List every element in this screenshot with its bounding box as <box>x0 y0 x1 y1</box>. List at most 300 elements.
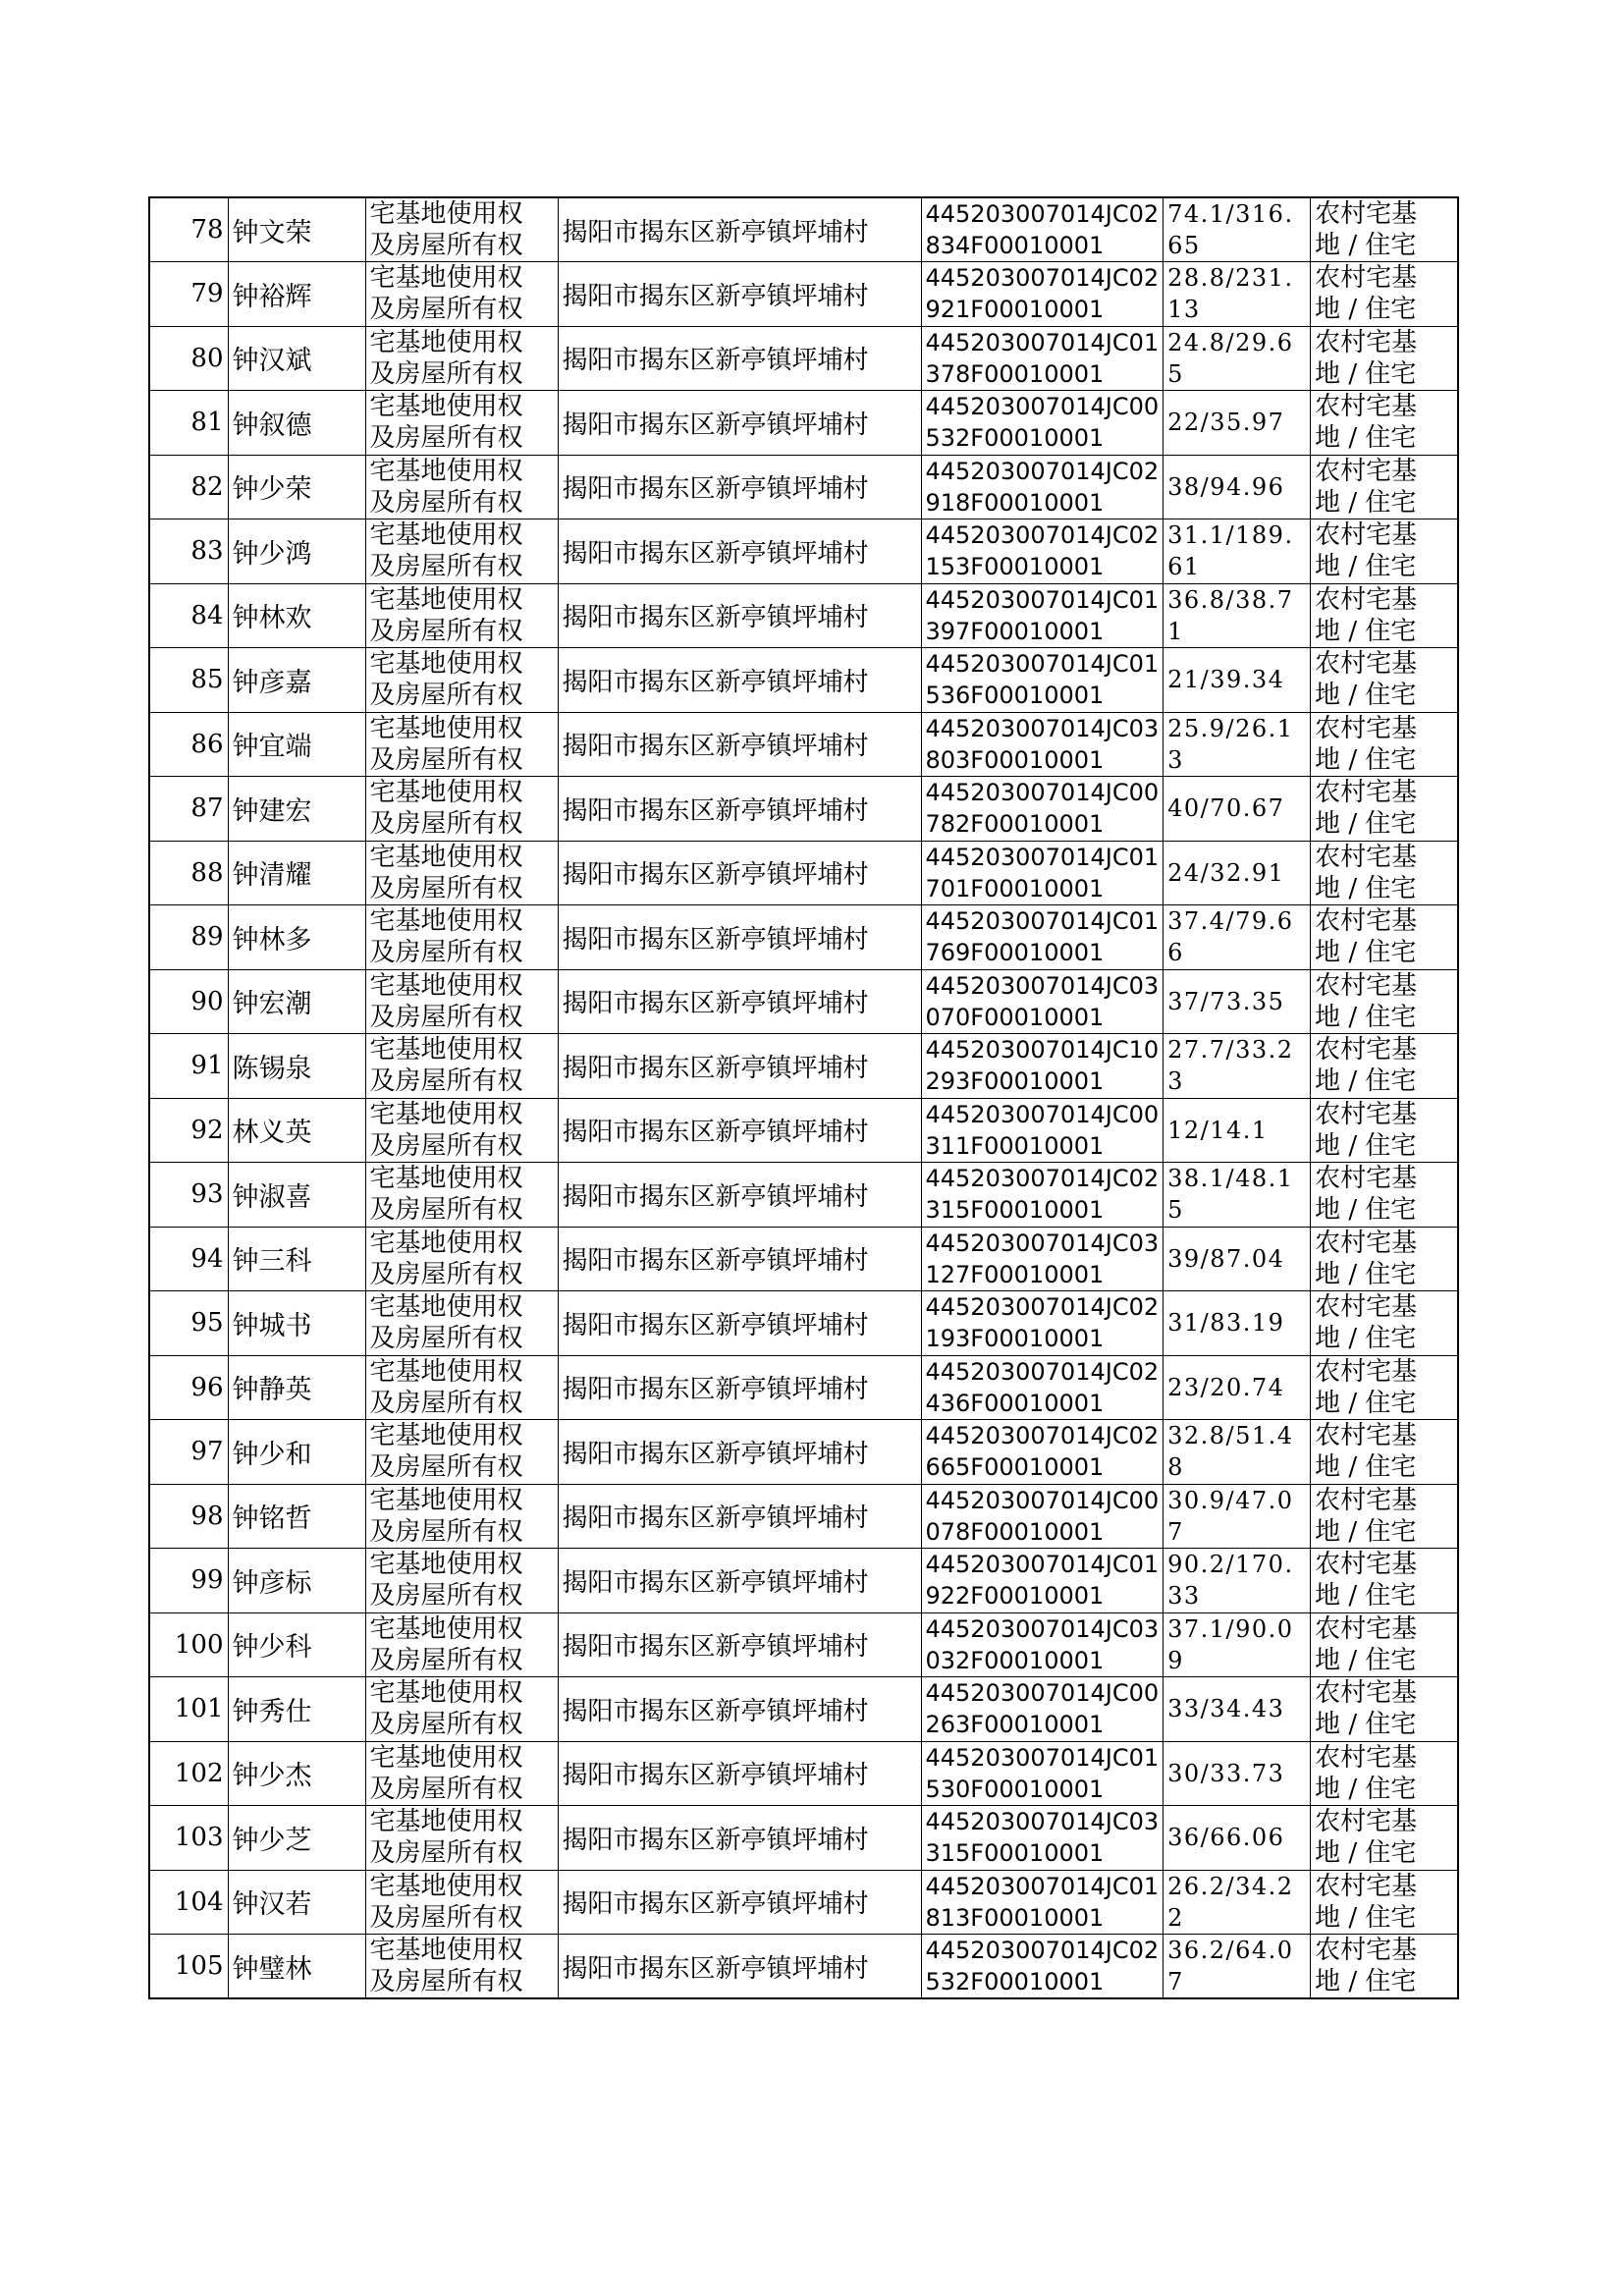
unit-code-line: 445203007014JC02 <box>925 1937 1160 1964</box>
right-type-line: 宅基地使用权 <box>369 1678 523 1709</box>
right-type-line: 及房屋所有权 <box>369 1324 523 1354</box>
row-number-cell: 93 <box>149 1163 228 1228</box>
right-type-line: 及房屋所有权 <box>369 873 523 903</box>
unit-code-line: 445203007014JC01 <box>925 843 1160 871</box>
unit-code-line: 769F00010001 <box>925 939 1105 967</box>
land-use-cell <box>1311 648 1458 713</box>
land-use-cell <box>1311 262 1458 327</box>
right-type-line: 及房屋所有权 <box>369 1066 523 1097</box>
unit-code-line: 445203007014JC02 <box>925 521 1160 550</box>
area-line: 8 <box>1167 1453 1184 1482</box>
right-type-cell <box>365 1935 558 1999</box>
unit-code-line: 445203007014JC01 <box>925 907 1160 936</box>
right-type-line: 及房屋所有权 <box>369 1581 523 1612</box>
unit-code-line: 078F00010001 <box>925 1517 1105 1546</box>
land-use-cell <box>1311 1484 1458 1549</box>
right-type-line: 宅基地使用权 <box>369 1228 523 1258</box>
land-use-cell <box>1311 197 1458 262</box>
address-cell: 揭阳市揭东区新亭镇坪埔村 <box>558 712 921 777</box>
area-cell <box>1164 326 1311 391</box>
area-line: 32.8/51.4 <box>1167 1422 1294 1450</box>
land-use-line: 地 / 住宅 <box>1315 1774 1417 1804</box>
address-cell: 揭阳市揭东区新亭镇坪埔村 <box>558 519 921 584</box>
right-type-line: 及房屋所有权 <box>369 1710 523 1740</box>
right-type-cell <box>365 1355 558 1420</box>
land-use-cell <box>1311 1098 1458 1163</box>
land-use-cell <box>1311 455 1458 519</box>
table-row <box>149 1677 1458 1742</box>
row-number-cell: 87 <box>149 777 228 842</box>
row-number-cell: 79 <box>149 262 228 327</box>
area-line: 61 <box>1167 553 1201 581</box>
address-cell: 揭阳市揭东区新亭镇坪埔村 <box>558 841 921 905</box>
area-line: 1 <box>1167 617 1184 645</box>
unit-code-cell <box>921 1935 1164 1999</box>
address-cell: 揭阳市揭东区新亭镇坪埔村 <box>558 455 921 519</box>
row-number-cell: 83 <box>149 519 228 584</box>
area-cell <box>1164 262 1311 327</box>
right-type-line: 宅基地使用权 <box>369 970 523 1001</box>
land-use-line: 地 / 住宅 <box>1315 295 1417 325</box>
land-use-cell <box>1311 1291 1458 1356</box>
unit-code-line: 813F00010001 <box>925 1903 1105 1932</box>
area-line: 6 <box>1167 939 1184 967</box>
unit-code-cell <box>921 583 1164 648</box>
area-cell <box>1164 712 1311 777</box>
owner-name-cell: 钟宏潮 <box>228 969 365 1034</box>
address-cell: 揭阳市揭东区新亭镇坪埔村 <box>558 262 921 327</box>
owner-name-cell: 钟秀仕 <box>228 1677 365 1742</box>
unit-code-line: 445203007014JC01 <box>925 1872 1160 1900</box>
right-type-cell <box>365 455 558 519</box>
area-cell <box>1164 1355 1311 1420</box>
right-type-cell <box>365 712 558 777</box>
right-type-cell <box>365 1741 558 1806</box>
right-type-line: 宅基地使用权 <box>369 199 523 229</box>
unit-code-cell <box>921 905 1164 970</box>
right-type-line: 及房屋所有权 <box>369 1774 523 1804</box>
row-number-cell: 96 <box>149 1355 228 1420</box>
unit-code-line: 193F00010001 <box>925 1325 1105 1353</box>
owner-name-cell: 钟铭哲 <box>228 1484 365 1549</box>
land-use-line: 农村宅基 <box>1315 1807 1418 1837</box>
owner-name-cell: 钟少和 <box>228 1420 365 1485</box>
unit-code-cell <box>921 326 1164 391</box>
area-line: 2 <box>1167 1903 1184 1932</box>
unit-code-line: 445203007014JC02 <box>925 1422 1160 1450</box>
right-type-line: 及房屋所有权 <box>369 809 523 840</box>
land-use-cell <box>1311 905 1458 970</box>
table-row <box>149 1549 1458 1613</box>
land-use-line: 农村宅基 <box>1315 1035 1418 1066</box>
row-number-cell: 89 <box>149 905 228 970</box>
owner-name-cell: 钟彦标 <box>228 1549 365 1613</box>
land-use-cell <box>1311 583 1458 648</box>
right-type-line: 宅基地使用权 <box>369 1164 523 1194</box>
unit-code-line: 378F00010001 <box>925 359 1105 388</box>
unit-code-line: 445203007014JC01 <box>925 1551 1160 1579</box>
right-type-cell <box>365 519 558 584</box>
row-number-cell: 85 <box>149 648 228 713</box>
land-use-line: 地 / 住宅 <box>1315 1324 1417 1354</box>
unit-code-line: 803F00010001 <box>925 745 1105 774</box>
address-cell: 揭阳市揭东区新亭镇坪埔村 <box>558 1227 921 1291</box>
area-cell <box>1164 455 1311 519</box>
row-number-cell: 86 <box>149 712 228 777</box>
unit-code-line: 445203007014JC00 <box>925 1100 1160 1128</box>
land-use-cell <box>1311 1870 1458 1935</box>
land-use-line: 农村宅基 <box>1315 649 1418 680</box>
land-use-line: 地 / 住宅 <box>1315 1002 1417 1032</box>
unit-code-cell <box>921 841 1164 905</box>
land-use-line: 地 / 住宅 <box>1315 1581 1417 1612</box>
land-use-line: 地 / 住宅 <box>1315 938 1417 968</box>
land-use-line: 农村宅基 <box>1315 327 1418 357</box>
unit-code-cell <box>921 777 1164 842</box>
table-row <box>149 1420 1458 1485</box>
area-line: 24/32.91 <box>1167 858 1285 887</box>
row-number-cell: 105 <box>149 1935 228 1999</box>
unit-code-line: 536F00010001 <box>925 682 1105 710</box>
area-line: 24.8/29.6 <box>1167 328 1294 356</box>
area-line: 22/35.97 <box>1167 409 1285 437</box>
owner-name-cell: 陈锡泉 <box>228 1034 365 1099</box>
area-line: 12/14.1 <box>1167 1116 1269 1144</box>
unit-code-line: 070F00010001 <box>925 1003 1105 1031</box>
right-type-line: 宅基地使用权 <box>369 1550 523 1580</box>
unit-code-line: 311F00010001 <box>925 1131 1105 1160</box>
land-use-cell <box>1311 1806 1458 1871</box>
table-row <box>149 777 1458 842</box>
area-line: 9 <box>1167 1646 1184 1674</box>
land-use-cell <box>1311 326 1458 391</box>
area-cell <box>1164 391 1311 456</box>
right-type-cell <box>365 1227 558 1291</box>
area-cell <box>1164 519 1311 584</box>
right-type-cell <box>365 1484 558 1549</box>
address-cell: 揭阳市揭东区新亭镇坪埔村 <box>558 1355 921 1420</box>
area-line: 39/87.04 <box>1167 1244 1285 1273</box>
property-rights-table <box>148 196 1459 1999</box>
table-row <box>149 1355 1458 1420</box>
right-type-line: 及房屋所有权 <box>369 423 523 454</box>
area-cell <box>1164 1034 1311 1099</box>
table-row <box>149 519 1458 584</box>
unit-code-line: 445203007014JC10 <box>925 1036 1160 1065</box>
unit-code-line: 397F00010001 <box>925 617 1105 645</box>
right-type-line: 宅基地使用权 <box>369 1485 523 1515</box>
land-use-line: 地 / 住宅 <box>1315 1452 1417 1483</box>
area-line: 27.7/33.2 <box>1167 1036 1294 1065</box>
right-type-cell <box>365 1677 558 1742</box>
owner-name-cell: 钟文荣 <box>228 197 365 262</box>
owner-name-cell: 钟少杰 <box>228 1741 365 1806</box>
right-type-cell <box>365 777 558 842</box>
unit-code-cell <box>921 1034 1164 1099</box>
unit-code-line: 445203007014JC01 <box>925 1743 1160 1772</box>
area-line: 23/20.74 <box>1167 1373 1285 1401</box>
right-type-line: 及房屋所有权 <box>369 616 523 646</box>
land-use-cell <box>1311 1549 1458 1613</box>
area-cell <box>1164 841 1311 905</box>
unit-code-cell <box>921 1291 1164 1356</box>
unit-code-line: 436F00010001 <box>925 1389 1105 1417</box>
owner-name-cell: 林义英 <box>228 1098 365 1163</box>
land-use-line: 地 / 住宅 <box>1315 1259 1417 1289</box>
address-cell: 揭阳市揭东区新亭镇坪埔村 <box>558 1484 921 1549</box>
row-number-cell: 98 <box>149 1484 228 1549</box>
land-use-line: 农村宅基 <box>1315 1485 1418 1515</box>
land-use-line: 农村宅基 <box>1315 1356 1418 1387</box>
address-cell: 揭阳市揭东区新亭镇坪埔村 <box>558 1549 921 1613</box>
area-cell <box>1164 1227 1311 1291</box>
land-use-line: 农村宅基 <box>1315 584 1418 615</box>
address-cell: 揭阳市揭东区新亭镇坪埔村 <box>558 777 921 842</box>
table-row <box>149 1870 1458 1935</box>
area-line: 21/39.34 <box>1167 666 1285 694</box>
owner-name-cell: 钟清耀 <box>228 841 365 905</box>
right-type-cell <box>365 1098 558 1163</box>
row-number-cell: 99 <box>149 1549 228 1613</box>
land-use-cell <box>1311 1355 1458 1420</box>
owner-name-cell: 钟汉斌 <box>228 326 365 391</box>
unit-code-cell <box>921 1484 1164 1549</box>
area-line: 36.2/64.0 <box>1167 1937 1294 1964</box>
land-use-line: 农村宅基 <box>1315 199 1418 229</box>
land-use-line: 地 / 住宅 <box>1315 231 1417 260</box>
land-use-cell <box>1311 1420 1458 1485</box>
land-use-line: 农村宅基 <box>1315 1099 1418 1129</box>
land-use-cell <box>1311 712 1458 777</box>
land-use-line: 农村宅基 <box>1315 1228 1418 1258</box>
area-line: 36.8/38.7 <box>1167 585 1294 614</box>
unit-code-cell <box>921 1677 1164 1742</box>
row-number-cell: 102 <box>149 1741 228 1806</box>
area-cell <box>1164 1935 1311 1999</box>
area-cell <box>1164 1870 1311 1935</box>
owner-name-cell: 钟林欢 <box>228 583 365 648</box>
land-use-line: 农村宅基 <box>1315 1164 1418 1194</box>
unit-code-line: 153F00010001 <box>925 553 1105 581</box>
right-type-line: 及房屋所有权 <box>369 744 523 775</box>
owner-name-cell: 钟彦嘉 <box>228 648 365 713</box>
land-use-cell <box>1311 391 1458 456</box>
unit-code-line: 530F00010001 <box>925 1775 1105 1803</box>
address-cell: 揭阳市揭东区新亭镇坪埔村 <box>558 1163 921 1228</box>
table-row <box>149 1291 1458 1356</box>
unit-code-cell <box>921 1612 1164 1677</box>
unit-code-cell <box>921 1355 1164 1420</box>
land-use-line: 地 / 住宅 <box>1315 1838 1417 1869</box>
right-type-line: 及房屋所有权 <box>369 1516 523 1547</box>
land-use-line: 农村宅基 <box>1315 1292 1418 1323</box>
right-type-line: 宅基地使用权 <box>369 1035 523 1066</box>
unit-code-cell <box>921 197 1164 262</box>
right-type-line: 及房屋所有权 <box>369 1002 523 1032</box>
address-cell: 揭阳市揭东区新亭镇坪埔村 <box>558 905 921 970</box>
address-cell: 揭阳市揭东区新亭镇坪埔村 <box>558 1291 921 1356</box>
unit-code-cell <box>921 1870 1164 1935</box>
right-type-line: 及房屋所有权 <box>369 552 523 582</box>
right-type-line: 宅基地使用权 <box>369 1807 523 1837</box>
area-line: 5 <box>1167 359 1184 388</box>
address-cell: 揭阳市揭东区新亭镇坪埔村 <box>558 1935 921 1999</box>
unit-code-cell <box>921 1741 1164 1806</box>
land-use-cell <box>1311 841 1458 905</box>
unit-code-cell <box>921 1549 1164 1613</box>
owner-name-cell: 钟叙德 <box>228 391 365 456</box>
right-type-cell <box>365 197 558 262</box>
unit-code-cell <box>921 262 1164 327</box>
table-row <box>149 1034 1458 1099</box>
area-line: 13 <box>1167 296 1201 324</box>
land-use-cell <box>1311 1034 1458 1099</box>
area-line: 31/83.19 <box>1167 1309 1285 1338</box>
right-type-line: 宅基地使用权 <box>369 1099 523 1129</box>
right-type-line: 宅基地使用权 <box>369 1292 523 1323</box>
unit-code-line: 445203007014JC02 <box>925 200 1160 228</box>
area-line: 30/33.73 <box>1167 1759 1285 1787</box>
right-type-line: 宅基地使用权 <box>369 1421 523 1451</box>
table-body <box>149 197 1458 1998</box>
land-use-line: 地 / 住宅 <box>1315 552 1417 582</box>
unit-code-cell <box>921 519 1164 584</box>
unit-code-line: 834F00010001 <box>925 232 1105 259</box>
owner-name-cell: 钟城书 <box>228 1291 365 1356</box>
unit-code-line: 445203007014JC03 <box>925 1229 1160 1257</box>
owner-name-cell: 钟林多 <box>228 905 365 970</box>
area-cell <box>1164 1612 1311 1677</box>
unit-code-line: 918F00010001 <box>925 488 1105 517</box>
table-row <box>149 1484 1458 1549</box>
right-type-line: 宅基地使用权 <box>369 842 523 872</box>
row-number-cell: 81 <box>149 391 228 456</box>
right-type-line: 宅基地使用权 <box>369 649 523 680</box>
land-use-line: 地 / 住宅 <box>1315 681 1417 711</box>
unit-code-cell <box>921 648 1164 713</box>
land-use-line: 地 / 住宅 <box>1315 1710 1417 1740</box>
table-row <box>149 1098 1458 1163</box>
owner-name-cell: 钟裕辉 <box>228 262 365 327</box>
row-number-cell: 80 <box>149 326 228 391</box>
land-use-line: 地 / 住宅 <box>1315 1967 1417 1996</box>
row-number-cell: 101 <box>149 1677 228 1742</box>
table-row <box>149 712 1458 777</box>
table-row <box>149 1163 1458 1228</box>
owner-name-cell: 钟静英 <box>228 1355 365 1420</box>
right-type-cell <box>365 1806 558 1871</box>
right-type-line: 及房屋所有权 <box>369 1259 523 1289</box>
unit-code-line: 445203007014JC01 <box>925 328 1160 356</box>
land-use-line: 农村宅基 <box>1315 1742 1418 1773</box>
row-number-cell: 82 <box>149 455 228 519</box>
owner-name-cell: 钟少鸿 <box>228 519 365 584</box>
table-row <box>149 583 1458 648</box>
address-cell: 揭阳市揭东区新亭镇坪埔村 <box>558 1741 921 1806</box>
land-use-cell <box>1311 1163 1458 1228</box>
address-cell: 揭阳市揭东区新亭镇坪埔村 <box>558 583 921 648</box>
unit-code-line: 032F00010001 <box>925 1646 1105 1674</box>
area-cell <box>1164 1163 1311 1228</box>
unit-code-line: 445203007014JC01 <box>925 585 1160 614</box>
row-number-cell: 92 <box>149 1098 228 1163</box>
right-type-line: 宅基地使用权 <box>369 1356 523 1387</box>
area-line: 33 <box>1167 1582 1201 1611</box>
unit-code-cell <box>921 1806 1164 1871</box>
land-use-line: 农村宅基 <box>1315 778 1418 808</box>
unit-code-line: 445203007014JC02 <box>925 264 1160 293</box>
right-type-line: 宅基地使用权 <box>369 906 523 937</box>
unit-code-line: 782F00010001 <box>925 810 1105 839</box>
right-type-cell <box>365 391 558 456</box>
table-row <box>149 1612 1458 1677</box>
land-use-cell <box>1311 969 1458 1034</box>
land-use-line: 农村宅基 <box>1315 713 1418 743</box>
owner-name-cell: 钟少荣 <box>228 455 365 519</box>
land-use-line: 农村宅基 <box>1315 263 1418 294</box>
area-line: 31.1/189. <box>1167 521 1294 550</box>
land-use-line: 农村宅基 <box>1315 1678 1418 1709</box>
land-use-line: 地 / 住宅 <box>1315 358 1417 389</box>
unit-code-line: 293F00010001 <box>925 1067 1105 1096</box>
land-use-line: 地 / 住宅 <box>1315 1645 1417 1675</box>
unit-code-cell <box>921 1227 1164 1291</box>
row-number-cell: 103 <box>149 1806 228 1871</box>
area-line: 74.1/316. <box>1167 200 1294 228</box>
right-type-cell <box>365 1420 558 1485</box>
right-type-line: 宅基地使用权 <box>369 456 523 486</box>
unit-code-line: 445203007014JC00 <box>925 393 1160 421</box>
row-number-cell: 100 <box>149 1612 228 1677</box>
unit-code-line: 445203007014JC00 <box>925 779 1160 807</box>
unit-code-cell <box>921 391 1164 456</box>
address-cell: 揭阳市揭东区新亭镇坪埔村 <box>558 1034 921 1099</box>
right-type-line: 及房屋所有权 <box>369 487 523 518</box>
land-use-cell <box>1311 1612 1458 1677</box>
land-use-line: 地 / 住宅 <box>1315 1066 1417 1097</box>
unit-code-cell <box>921 1098 1164 1163</box>
land-use-line: 地 / 住宅 <box>1315 1902 1417 1933</box>
owner-name-cell: 钟少科 <box>228 1612 365 1677</box>
right-type-line: 宅基地使用权 <box>369 520 523 551</box>
land-use-line: 地 / 住宅 <box>1315 809 1417 840</box>
area-line: 3 <box>1167 745 1184 774</box>
address-cell: 揭阳市揭东区新亭镇坪埔村 <box>558 1612 921 1677</box>
table-row <box>149 1227 1458 1291</box>
land-use-line: 农村宅基 <box>1315 1871 1418 1901</box>
right-type-cell <box>365 1612 558 1677</box>
unit-code-line: 532F00010001 <box>925 1968 1105 1995</box>
right-type-cell <box>365 841 558 905</box>
right-type-line: 宅基地使用权 <box>369 263 523 294</box>
address-cell: 揭阳市揭东区新亭镇坪埔村 <box>558 1098 921 1163</box>
area-line: 7 <box>1167 1517 1184 1546</box>
area-cell <box>1164 197 1311 262</box>
unit-code-line: 665F00010001 <box>925 1453 1105 1482</box>
unit-code-line: 445203007014JC01 <box>925 650 1160 679</box>
area-line: 33/34.43 <box>1167 1695 1285 1723</box>
right-type-line: 宅基地使用权 <box>369 1742 523 1773</box>
address-cell: 揭阳市揭东区新亭镇坪埔村 <box>558 1677 921 1742</box>
land-use-line: 农村宅基 <box>1315 456 1418 486</box>
right-type-cell <box>365 648 558 713</box>
area-cell <box>1164 1549 1311 1613</box>
table-row <box>149 326 1458 391</box>
land-use-cell <box>1311 1677 1458 1742</box>
unit-code-line: 922F00010001 <box>925 1582 1105 1611</box>
table-row <box>149 455 1458 519</box>
area-line: 38.1/48.1 <box>1167 1165 1294 1193</box>
